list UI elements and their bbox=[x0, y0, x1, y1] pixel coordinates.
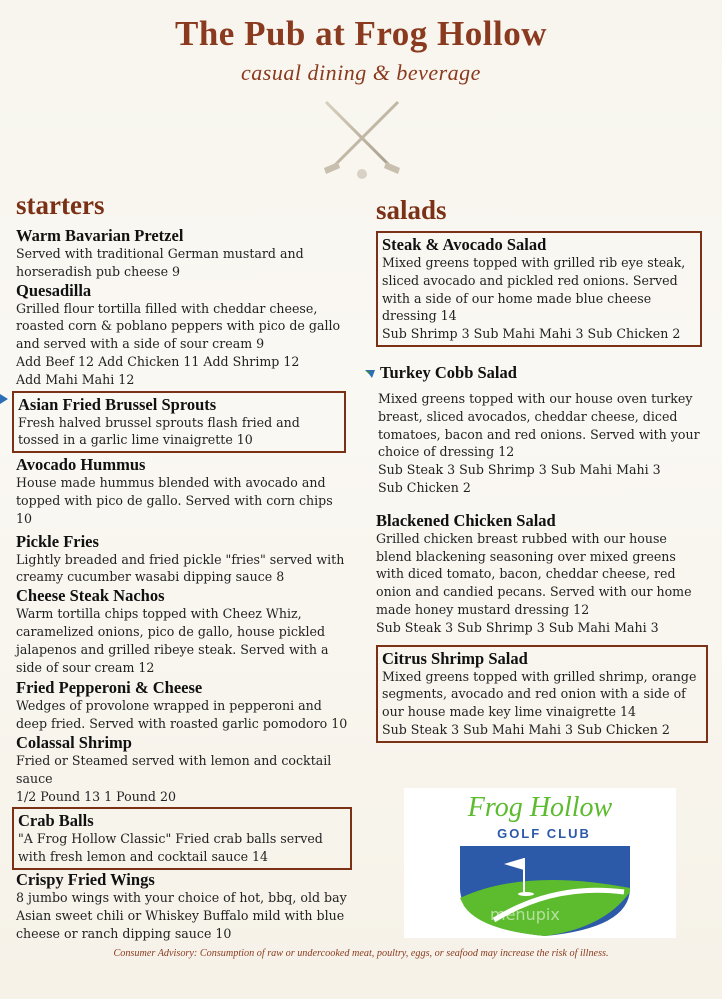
item-description: House made hummus blended with avocado and topped with pico de gallo. Served with corn chips 10 bbox=[16, 475, 333, 526]
item-name: Crispy Fried Wings bbox=[16, 869, 155, 889]
menu-item-turkey-cobb bbox=[364, 363, 706, 497]
item-name: Cheese Steak Nachos bbox=[16, 586, 165, 606]
starters-heading: starters bbox=[16, 190, 105, 220]
logo-title: Frog Hollow bbox=[467, 792, 613, 823]
item-description: Mixed greens topped with grilled rib eye steak, sliced avocado and pickled red onions. Served with a side of our home made blue cheese dressing 14 bbox=[382, 255, 686, 324]
consumer-advisory: Consumer Advisory: Consumption of raw or undercooked meat, poultry, eggs, or seafood may increase the risk of illness. bbox=[113, 948, 609, 959]
item-description: 8 jumbo wings with your choice of hot, bbq, old bay Asian sweet chili or Whiskey Buffalo mild with blue cheese or ranch dipping sauce 10 bbox=[16, 889, 347, 941]
item-name: Steak & Avocado Salad bbox=[382, 235, 547, 254]
item-description: Grilled chicken breast rubbed with our house blend blackening seasoning over mixed greens with diced tomato, bacon, cheddar cheese, red onion and candied pecans. Served with our home made honey mustard dressing 12 bbox=[376, 530, 692, 617]
item-description: Mixed greens topped with grilled shrimp, orange segments, avocado and red onion with a side of our house made key lime vinaigrette 14 bbox=[382, 668, 697, 720]
menu-item-quesadilla bbox=[16, 281, 352, 389]
watermark: menupix bbox=[490, 905, 560, 924]
item-name: Crab Balls bbox=[18, 811, 94, 831]
item-description: Mixed greens topped with our house oven turkey breast, sliced avocados, cheddar cheese, diced tomatoes, bacon and red onions. Served with your choice of dressing 12 bbox=[378, 390, 700, 460]
item-name: Quesadilla bbox=[16, 280, 92, 300]
item-name: Turkey Cobb Salad bbox=[380, 362, 517, 382]
item-name: Citrus Shrimp Salad bbox=[382, 648, 528, 668]
item-description: Served with traditional German mustard and horseradish pub cheese 9 bbox=[16, 246, 304, 279]
golf-clubs-icon bbox=[318, 98, 406, 182]
menu-item-shrimp bbox=[16, 733, 352, 805]
item-addons: Add Beef 12 Add Chicken 11 Add Shrimp 12 Add Mahi Mahi 12 bbox=[16, 353, 300, 387]
item-description: Grilled flour tortilla filled with cheddar cheese, roasted corn & poblano peppers with pico de gallo and served with a side of sour cream 9 bbox=[16, 300, 341, 352]
item-subs: Sub Shrimp 3 Sub Mahi Mahi 3 Sub Chicken 2 bbox=[382, 326, 681, 342]
menu-item-hummus bbox=[16, 455, 352, 527]
item-name: Avocado Hummus bbox=[16, 455, 146, 475]
item-description: "A Frog Hollow Classic" Fried crab balls served with fresh lemon and cocktail sauce 14 bbox=[18, 831, 323, 865]
logo-subtitle: GOLF CLUB bbox=[497, 826, 591, 841]
item-name: Pickle Fries bbox=[16, 531, 99, 551]
page-title: The Pub at Frog Hollow bbox=[174, 14, 548, 53]
item-name: Colassal Shrimp bbox=[16, 732, 132, 752]
menu-item-pickle-fries bbox=[16, 532, 352, 587]
menu-item-citrus-shrimp bbox=[376, 645, 708, 743]
menu-item-pretzel bbox=[16, 226, 352, 281]
menu-item-blackened-chicken bbox=[376, 511, 706, 637]
menu-item-crab-balls bbox=[12, 807, 352, 870]
item-description: Wedges of provolone wrapped in pepperoni and deep fried. Served with roasted garlic pomodoro 10 bbox=[16, 698, 348, 732]
item-name: Asian Fried Brussel Sprouts bbox=[18, 394, 217, 414]
item-description: Lightly breaded and fried pickle "fries" served with creamy cucumber wasabi dipping sauce 8 bbox=[16, 551, 345, 585]
item-name: Blackened Chicken Salad bbox=[376, 510, 556, 530]
item-sizes: 1/2 Pound 13 1 Pound 20 bbox=[16, 788, 177, 804]
menu-item-nachos bbox=[16, 586, 352, 676]
starters-list bbox=[16, 226, 352, 942]
turkey-marker-icon bbox=[364, 368, 376, 380]
item-description: Fried or Steamed served with lemon and cocktail sauce bbox=[16, 752, 332, 786]
menu-item-brussel-sprouts bbox=[12, 391, 346, 454]
item-name: Fried Pepperoni & Cheese bbox=[16, 678, 203, 698]
item-subs: Sub Steak 3 Sub Shrimp 3 Sub Mahi Mahi 3 Sub Chicken 2 bbox=[378, 462, 661, 495]
marker-icon bbox=[0, 394, 10, 404]
item-description: Warm tortilla chips topped with Cheez Whiz, caramelized onions, pico de gallo, house pickled jalapenos and grilled ribeye steak. Served with a side of sour cream 12 bbox=[16, 606, 329, 675]
salads-heading: salads bbox=[376, 195, 447, 225]
menu-item-wings bbox=[16, 870, 352, 942]
page-subtitle: casual dining & beverage bbox=[241, 60, 481, 85]
salads-list bbox=[376, 231, 706, 743]
item-description: Fresh halved brussel sprouts flash fried and tossed in a garlic lime vinaigrette 10 bbox=[18, 414, 300, 448]
item-subs: Sub Steak 3 Sub Shrimp 3 Sub Mahi Mahi 3 bbox=[376, 619, 659, 635]
item-subs: Sub Steak 3 Sub Mahi Mahi 3 Sub Chicken 2 bbox=[382, 721, 670, 737]
item-name: Warm Bavarian Pretzel bbox=[16, 226, 184, 245]
menu-item-pepperoni bbox=[16, 678, 352, 733]
menu-item-steak-salad bbox=[376, 231, 702, 347]
